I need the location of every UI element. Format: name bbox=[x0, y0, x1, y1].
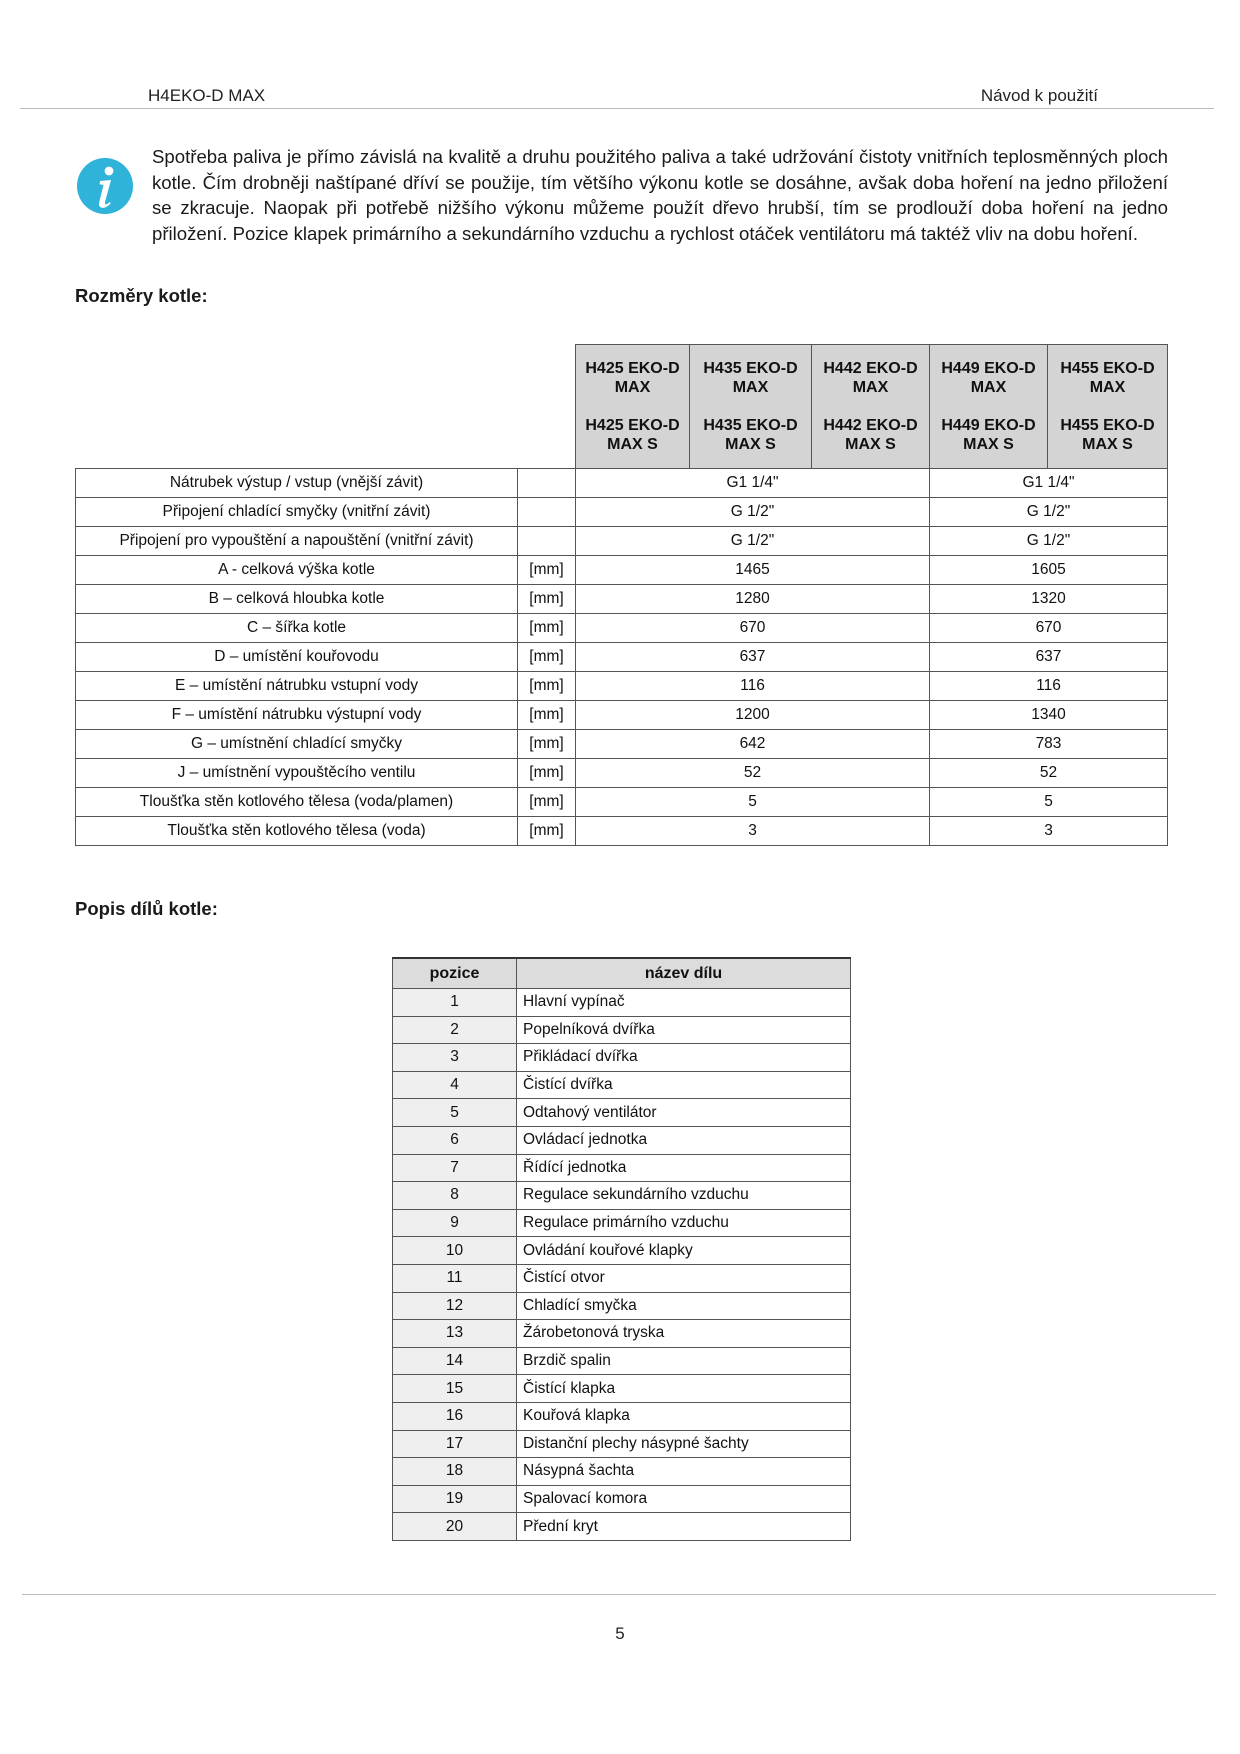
dims-value-small: 1280 bbox=[576, 585, 930, 614]
dims-value-small: 1465 bbox=[576, 556, 930, 585]
dims-value-large: 5 bbox=[930, 788, 1168, 817]
dims-unit: [mm] bbox=[518, 701, 576, 730]
dims-label: F – umístění nátrubku výstupní vody bbox=[76, 701, 518, 730]
part-position: 10 bbox=[393, 1237, 517, 1265]
dims-value-large: 52 bbox=[930, 759, 1168, 788]
dims-value-small: 52 bbox=[576, 759, 930, 788]
part-name: Regulace sekundárního vzduchu bbox=[517, 1182, 851, 1210]
model-header: H455 EKO-D MAX H455 EKO-D MAX S bbox=[1048, 345, 1168, 469]
dims-label: Tloušťka stěn kotlového tělesa (voda/plamen) bbox=[76, 788, 518, 817]
dims-label: B – celková hloubka kotle bbox=[76, 585, 518, 614]
part-position: 20 bbox=[393, 1513, 517, 1541]
dims-label: Připojení chladící smyčky (vnitřní závit) bbox=[76, 498, 518, 527]
table-row bbox=[76, 556, 1168, 585]
page-number: 5 bbox=[615, 1624, 625, 1643]
part-name: Násypná šachta bbox=[517, 1458, 851, 1486]
dims-value-large: 783 bbox=[930, 730, 1168, 759]
table-row bbox=[76, 585, 1168, 614]
dims-value-large: G1 1/4" bbox=[930, 469, 1168, 498]
dims-blank-cell bbox=[76, 345, 518, 469]
table-row bbox=[76, 643, 1168, 672]
dims-value-large: G 1/2" bbox=[930, 527, 1168, 556]
table-row bbox=[76, 614, 1168, 643]
dims-value-small: 116 bbox=[576, 672, 930, 701]
dims-value-large: 1605 bbox=[930, 556, 1168, 585]
model-header: H425 EKO-D MAX H425 EKO-D MAX S bbox=[576, 345, 690, 469]
dims-unit: [mm] bbox=[518, 556, 576, 585]
table-row bbox=[393, 1182, 851, 1210]
dims-label: Tloušťka stěn kotlového tělesa (voda) bbox=[76, 817, 518, 846]
model-header: H442 EKO-D MAX H442 EKO-D MAX S bbox=[812, 345, 930, 469]
table-row bbox=[393, 1375, 851, 1403]
footer-divider bbox=[22, 1594, 1216, 1595]
dims-value-large: 670 bbox=[930, 614, 1168, 643]
dims-unit bbox=[518, 498, 576, 527]
table-row bbox=[76, 701, 1168, 730]
dims-label: E – umístění nátrubku vstupní vody bbox=[76, 672, 518, 701]
part-name: Přikládací dvířka bbox=[517, 1044, 851, 1072]
part-position: 15 bbox=[393, 1375, 517, 1403]
dims-label: Připojení pro vypouštění a napouštění (vnitřní závit) bbox=[76, 527, 518, 556]
table-row bbox=[393, 1016, 851, 1044]
dims-label: Nátrubek výstup / vstup (vnější závit) bbox=[76, 469, 518, 498]
model-header: H435 EKO-D MAX H435 EKO-D MAX S bbox=[690, 345, 812, 469]
parts-col-name: název dílu bbox=[517, 958, 851, 989]
table-row bbox=[393, 1126, 851, 1154]
dims-value-small: 3 bbox=[576, 817, 930, 846]
part-position: 2 bbox=[393, 1016, 517, 1044]
header-divider bbox=[20, 108, 1214, 109]
dims-label: G – umístnění chladící smyčky bbox=[76, 730, 518, 759]
table-row bbox=[393, 1458, 851, 1486]
dims-value-small: G1 1/4" bbox=[576, 469, 930, 498]
dims-value-small: G 1/2" bbox=[576, 527, 930, 556]
part-position: 5 bbox=[393, 1099, 517, 1127]
dims-unit: [mm] bbox=[518, 759, 576, 788]
part-position: 7 bbox=[393, 1154, 517, 1182]
part-name: Hlavní vypínač bbox=[517, 989, 851, 1017]
table-row bbox=[393, 1044, 851, 1072]
part-name: Žárobetonová tryska bbox=[517, 1320, 851, 1348]
dims-value-large: 1340 bbox=[930, 701, 1168, 730]
part-position: 19 bbox=[393, 1485, 517, 1513]
table-row bbox=[393, 1292, 851, 1320]
dims-value-small: 642 bbox=[576, 730, 930, 759]
info-paragraph: Spotřeba paliva je přímo závislá na kvalitě a druhu použitého paliva a také udržování čistoty vnitřních teplosměnných ploch kotle. Čím drobněji naštípané dříví se použije, tím většího výkonu kotle se dosáhne, avšak doba hoření na jedno přiložení se zkracuje. Naopak při potřebě nižšího výkonu můžeme použít dřevo hrubší, tím se prodlouží doba hoření na jedno přiložení. Pozice klapek primárního a sekundárního vzduchu a rychlost otáček ventilátoru má taktéž vliv na dobu hoření. bbox=[152, 146, 1168, 244]
part-position: 3 bbox=[393, 1044, 517, 1072]
part-position: 11 bbox=[393, 1264, 517, 1292]
dims-unit bbox=[518, 469, 576, 498]
dims-value-small: 5 bbox=[576, 788, 930, 817]
dims-unit: [mm] bbox=[518, 730, 576, 759]
dims-value-large: 637 bbox=[930, 643, 1168, 672]
part-name: Brzdič spalin bbox=[517, 1347, 851, 1375]
dims-value-small: 1200 bbox=[576, 701, 930, 730]
part-name: Čistící dvířka bbox=[517, 1071, 851, 1099]
table-row bbox=[393, 1485, 851, 1513]
part-name: Odtahový ventilátor bbox=[517, 1099, 851, 1127]
parts-title: Popis dílů kotle: bbox=[75, 898, 218, 919]
table-row bbox=[76, 469, 1168, 498]
dims-value-large: 3 bbox=[930, 817, 1168, 846]
part-position: 16 bbox=[393, 1402, 517, 1430]
dims-blank-cell bbox=[518, 345, 576, 469]
dims-value-large: G 1/2" bbox=[930, 498, 1168, 527]
table-row bbox=[393, 1237, 851, 1265]
table-row bbox=[393, 1209, 851, 1237]
dims-unit: [mm] bbox=[518, 817, 576, 846]
part-name: Popelníková dvířka bbox=[517, 1016, 851, 1044]
part-position: 13 bbox=[393, 1320, 517, 1348]
dims-label: A - celková výška kotle bbox=[76, 556, 518, 585]
table-row bbox=[393, 1513, 851, 1541]
part-name: Distanční plechy násypné šachty bbox=[517, 1430, 851, 1458]
model-header: H449 EKO-D MAX H449 EKO-D MAX S bbox=[930, 345, 1048, 469]
parts-table bbox=[392, 957, 851, 1541]
part-name: Čistící klapka bbox=[517, 1375, 851, 1403]
dims-value-small: G 1/2" bbox=[576, 498, 930, 527]
table-row bbox=[393, 1099, 851, 1127]
table-row bbox=[76, 730, 1168, 759]
part-name: Regulace primárního vzduchu bbox=[517, 1209, 851, 1237]
dims-unit: [mm] bbox=[518, 614, 576, 643]
part-position: 9 bbox=[393, 1209, 517, 1237]
dimensions-table bbox=[75, 344, 1168, 846]
part-position: 4 bbox=[393, 1071, 517, 1099]
table-row bbox=[76, 817, 1168, 846]
table-row bbox=[393, 1430, 851, 1458]
dims-value-large: 1320 bbox=[930, 585, 1168, 614]
part-name: Řídící jednotka bbox=[517, 1154, 851, 1182]
table-row bbox=[393, 1071, 851, 1099]
dims-label: D – umístění kouřovodu bbox=[76, 643, 518, 672]
table-row bbox=[76, 788, 1168, 817]
part-position: 8 bbox=[393, 1182, 517, 1210]
dims-value-small: 670 bbox=[576, 614, 930, 643]
table-row bbox=[393, 1320, 851, 1348]
table-row bbox=[76, 672, 1168, 701]
table-row bbox=[76, 527, 1168, 556]
dims-unit: [mm] bbox=[518, 672, 576, 701]
dims-label: C – šířka kotle bbox=[76, 614, 518, 643]
part-position: 6 bbox=[393, 1126, 517, 1154]
part-name: Kouřová klapka bbox=[517, 1402, 851, 1430]
table-row bbox=[393, 1154, 851, 1182]
dims-value-small: 637 bbox=[576, 643, 930, 672]
table-row bbox=[393, 989, 851, 1017]
part-name: Ovládání kouřové klapky bbox=[517, 1237, 851, 1265]
dims-unit bbox=[518, 527, 576, 556]
dimensions-title: Rozměry kotle: bbox=[75, 285, 208, 306]
dims-unit: [mm] bbox=[518, 643, 576, 672]
header-document-title: H4EKO-D MAX bbox=[148, 86, 266, 105]
part-name: Spalovací komora bbox=[517, 1485, 851, 1513]
header-document-type: Návod k použití bbox=[980, 86, 1098, 105]
table-row bbox=[393, 1402, 851, 1430]
info-icon bbox=[76, 157, 134, 215]
parts-col-position: pozice bbox=[393, 958, 517, 989]
table-row bbox=[393, 1264, 851, 1292]
part-position: 1 bbox=[393, 989, 517, 1017]
part-name: Ovládací jednotka bbox=[517, 1126, 851, 1154]
part-position: 14 bbox=[393, 1347, 517, 1375]
dims-value-large: 116 bbox=[930, 672, 1168, 701]
dims-unit: [mm] bbox=[518, 788, 576, 817]
table-row bbox=[76, 759, 1168, 788]
part-name: Přední kryt bbox=[517, 1513, 851, 1541]
table-row bbox=[76, 498, 1168, 527]
part-name: Čistící otvor bbox=[517, 1264, 851, 1292]
part-position: 17 bbox=[393, 1430, 517, 1458]
table-row bbox=[393, 1347, 851, 1375]
part-name: Chladící smyčka bbox=[517, 1292, 851, 1320]
dims-label: J – umístnění vypouštěcího ventilu bbox=[76, 759, 518, 788]
part-position: 12 bbox=[393, 1292, 517, 1320]
part-position: 18 bbox=[393, 1458, 517, 1486]
dims-unit: [mm] bbox=[518, 585, 576, 614]
